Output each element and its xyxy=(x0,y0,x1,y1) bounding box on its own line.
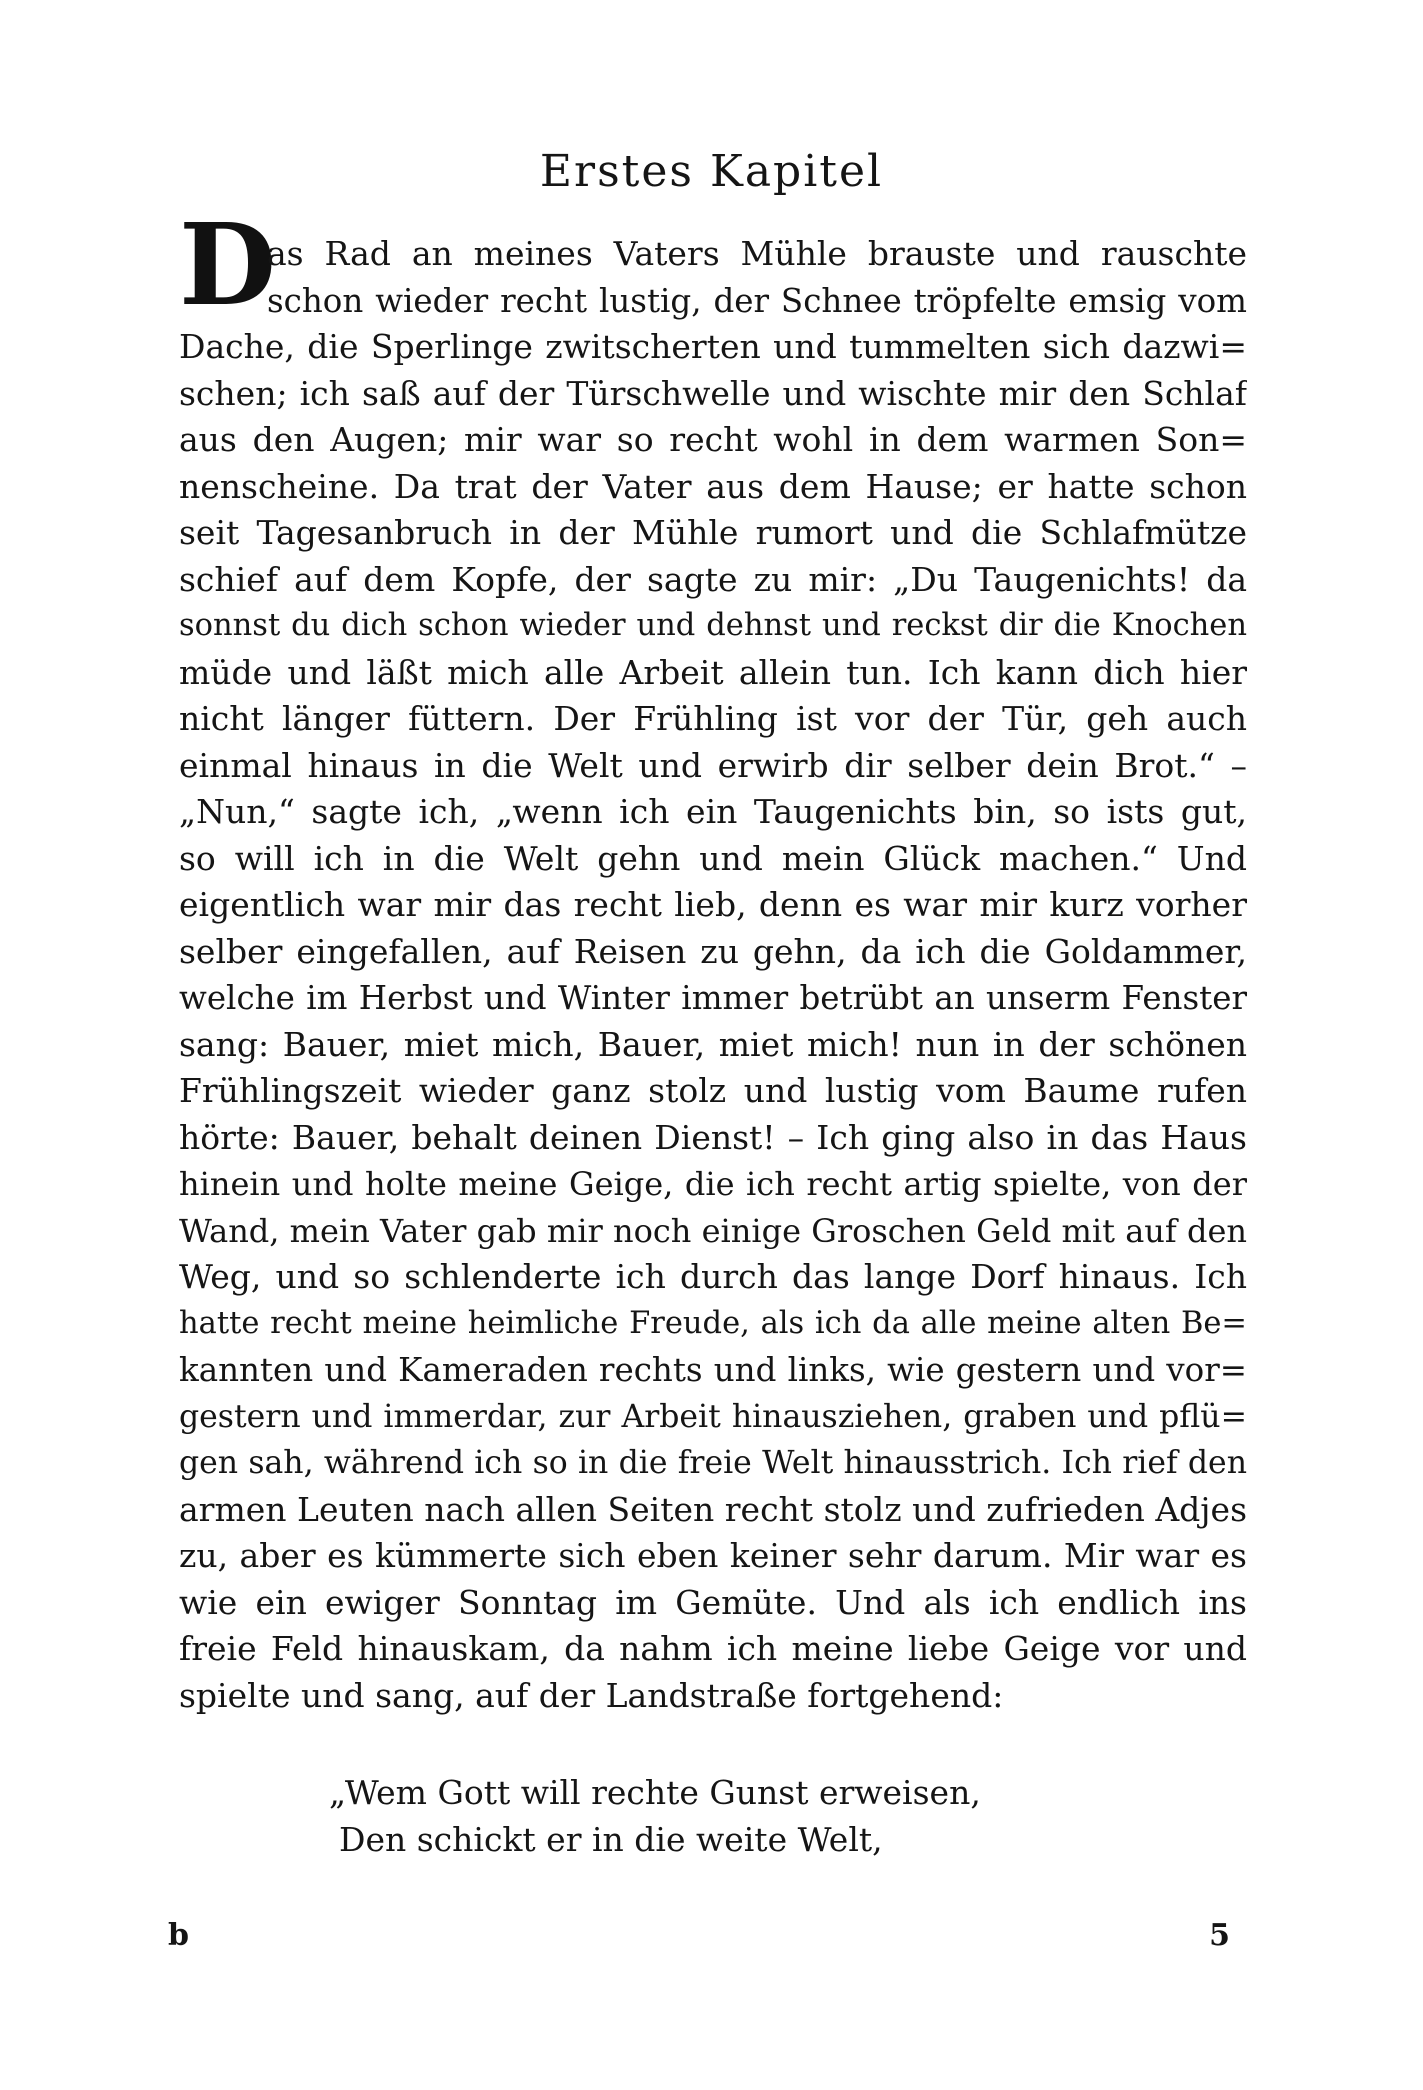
text-line: nenscheine. Da trat der Vater aus dem Hause; er hatte schon xyxy=(179,466,1247,506)
text-line: hinein und holte meine Geige, die ich recht artig spielte, von der xyxy=(179,1165,1247,1203)
text-line: nicht länger füttern. Der Frühling ist vor der Tür, geh auch xyxy=(179,699,1247,738)
text-line: „Nun,“ sagte ich, „wenn ich ein Taugenichts bin, so ists gut, xyxy=(179,792,1247,831)
text-line: welche im Herbst und Winter immer betrübt an unserm Fenster xyxy=(179,979,1247,1017)
text-line: schen; ich saß auf der Türschwelle und wischte mir den Schlaf xyxy=(179,373,1247,413)
text-line: armen Leuten nach allen Seiten recht stolz und zufrieden Adjes xyxy=(179,1489,1247,1529)
text-line: hörte: Bauer, behalt deinen Dienst! – Ich ging also in das Haus xyxy=(179,1117,1247,1157)
text-line: selber eingefallen, auf Reisen zu gehn, da ich die Goldammer, xyxy=(179,931,1247,971)
chapter-title: Erstes Kapitel xyxy=(539,146,884,197)
text-line: Frühlingszeit wieder ganz stolz und lustig vom Baume rufen xyxy=(179,1071,1247,1110)
text-line: kannten und Kameraden rechts und links, wie gestern und vor= xyxy=(179,1351,1247,1389)
text-line: sonnst du dich schon wieder und dehnst und reckst dir die Knochen xyxy=(179,608,1247,643)
signature-mark: b xyxy=(168,1918,189,1953)
page-number: 5 xyxy=(1209,1918,1230,1953)
text-line: spielte und sang, auf der Landstraße fortgehend: xyxy=(179,1675,1004,1715)
text-line: Wand, mein Vater gab mir noch einige Groschen Geld mit auf den xyxy=(179,1211,1247,1250)
drop-cap: D xyxy=(179,200,277,331)
verse xyxy=(329,1770,1199,1863)
text-line: müde und läßt mich alle Arbeit allein tun. Ich kann dich hier xyxy=(179,652,1247,692)
text-line: zu, aber es kümmerte sich eben keiner sehr darum. Mir war es xyxy=(179,1536,1247,1575)
text-line: aus den Augen; mir war so recht wohl in dem warmen Son= xyxy=(179,420,1247,459)
text-line: freie Feld hinauskam, da nahm ich meine liebe Geige vor und xyxy=(179,1629,1247,1668)
text-line: Weg, und so schlenderte ich durch das lange Dorf hinaus. Ich xyxy=(179,1257,1247,1296)
paragraph xyxy=(179,231,1247,1719)
text-line: einmal hinaus in die Welt und erwirb dir selber dein Brot.“ – xyxy=(179,745,1247,785)
text-line: sang: Bauer, miet mich, Bauer, miet mich! nun in der schönen xyxy=(179,1024,1247,1064)
text-line: as Rad an meines Vaters Mühle brauste und rauschte xyxy=(267,234,1247,273)
text-line: gestern und immerdar, zur Arbeit hinausziehen, graben und pflü= xyxy=(179,1398,1247,1435)
text-line: hatte recht meine heimliche Freude, als ich da alle meine alten Be= xyxy=(179,1305,1247,1341)
text-line: eigentlich war mir das recht lieb, denn es war mir kurz vorher xyxy=(179,885,1247,924)
text-line: schief auf dem Kopfe, der sagte zu mir: „Du Taugenichts! da xyxy=(179,559,1247,599)
text-line: wie ein ewiger Sonntag im Gemüte. Und als ich endlich ins xyxy=(179,1582,1247,1622)
text-line: gen sah, während ich so in die freie Welt hinausstrich. Ich rief den xyxy=(179,1445,1247,1481)
verse-line: Den schickt er in die weite Welt, xyxy=(339,1819,883,1859)
text-line: seit Tagesanbruch in der Mühle rumort und die Schlafmütze xyxy=(179,513,1247,552)
text-line: schon wieder recht lustig, der Schnee tröpfelte emsig vom xyxy=(267,281,1247,320)
verse-line: „Wem Gott will rechte Gunst erweisen, xyxy=(329,1773,981,1812)
text-line: Dache, die Sperlinge zwitscherten und tummelten sich dazwi= xyxy=(179,327,1247,366)
text-line: so will ich in die Welt gehn und mein Glück machen.“ Und xyxy=(179,838,1247,878)
